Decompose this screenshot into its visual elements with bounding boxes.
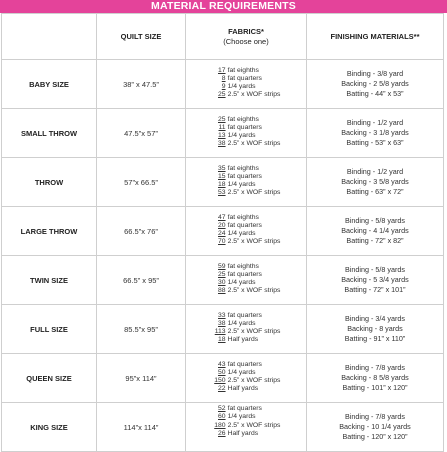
- finishing-materials-list: [307, 69, 443, 98]
- finishing-material-item: Backing - 8 5/8 yards: [341, 373, 409, 383]
- fabric-option: [212, 132, 281, 140]
- fabric-quantity: 38: [218, 140, 226, 148]
- fabric-option: [212, 430, 281, 438]
- fabric-option: [212, 361, 281, 369]
- fabrics-cell-content: [186, 263, 306, 298]
- finishing-materials-list: [307, 216, 443, 245]
- fabric-quantity: 52: [218, 405, 226, 412]
- finishing-material-item: Batting - 91” x 110”: [344, 333, 406, 343]
- fabric-options-list: [212, 165, 281, 198]
- quilt-size-name: FULL SIZE: [2, 305, 97, 354]
- fabric-quantity: 18: [218, 336, 226, 344]
- quilt-size-name: KING SIZE: [2, 403, 97, 452]
- fabric-description: 1/4 yards: [227, 319, 256, 327]
- fabric-description: fat quarters: [227, 172, 262, 180]
- fabric-quantity: 43: [218, 360, 226, 368]
- fabric-description: 2.5” x WOF strips: [227, 140, 281, 148]
- fabric-description: fat eighths: [227, 262, 259, 270]
- fabric-option: [212, 422, 281, 430]
- header-finishing-materials: FINISHING MATERIALS**: [307, 14, 444, 60]
- fabric-description: fat eighths: [227, 164, 259, 172]
- fabric-quantity: 22: [218, 385, 226, 393]
- fabric-description: 2.5” x WOF strips: [227, 287, 281, 295]
- fabric-quantity: 25: [218, 115, 226, 123]
- finishing-materials-list: [307, 314, 443, 343]
- finishing-material-item: Batting - 120” x 120”: [342, 431, 408, 441]
- table-row: [2, 158, 444, 207]
- fabrics-cell: [186, 109, 307, 158]
- fabric-description: 2.5” x WOF strips: [227, 238, 281, 246]
- fabric-quantity: 180: [214, 421, 226, 429]
- finishing-material-item: Binding - 3/8 yard: [346, 69, 404, 79]
- fabrics-cell-content: [186, 312, 306, 347]
- fabric-option: [212, 173, 281, 181]
- quilt-size-name: SMALL THROW: [2, 109, 97, 158]
- fabric-description: 2.5” x WOF strips: [227, 91, 281, 99]
- fabric-description: fat eighths: [227, 66, 259, 74]
- finishing-material-item: Batting - 53” x 63”: [346, 137, 404, 147]
- fabrics-cell-content: [186, 165, 306, 200]
- fabric-quantity: 113: [214, 328, 226, 336]
- fabrics-cell: [186, 158, 307, 207]
- fabric-option: [212, 140, 281, 148]
- fabric-description: 1/4 yards: [227, 230, 256, 238]
- fabric-description: 2.5” x WOF strips: [227, 328, 281, 336]
- finishing-material-item: Backing - 3 5/8 yards: [341, 177, 409, 187]
- fabric-description: fat quarters: [227, 74, 262, 82]
- fabric-option: [212, 83, 281, 91]
- finishing-materials-cell: [307, 60, 444, 109]
- finishing-materials-cell: [307, 256, 444, 305]
- header-cell-empty: [2, 14, 97, 60]
- fabric-quantity: 30: [218, 279, 226, 287]
- finishing-material-item: Backing - 2 5/8 yards: [341, 79, 409, 89]
- fabric-quantity: 35: [218, 164, 226, 172]
- fabrics-cell-content: [186, 214, 306, 249]
- fabric-description: 2.5” x WOF strips: [227, 421, 281, 429]
- finishing-material-item: Batting - 72” x 82”: [346, 235, 404, 245]
- quilt-size-name: BABY SIZE: [2, 60, 97, 109]
- fabric-option: [212, 405, 281, 413]
- fabric-description: fat quarters: [227, 270, 262, 278]
- table-row: [2, 256, 444, 305]
- fabric-quantity: 59: [218, 262, 226, 270]
- finishing-materials-list: [307, 363, 443, 392]
- fabric-options-list: [212, 116, 281, 149]
- quilt-dimensions: 95”x 114”: [97, 354, 186, 403]
- finishing-materials-list: [307, 118, 443, 147]
- fabrics-cell-content: [186, 405, 306, 449]
- fabric-option: [212, 413, 281, 421]
- finishing-material-item: Binding - 7/8 yards: [345, 363, 405, 373]
- fabric-option: [212, 385, 281, 393]
- fabric-option: [212, 67, 281, 75]
- fabrics-cell-content: [186, 361, 306, 396]
- fabric-quantity: 150: [214, 377, 226, 385]
- fabric-quantity: 24: [218, 230, 226, 238]
- fabric-quantity: 18: [218, 181, 226, 189]
- fabrics-cell: [186, 354, 307, 403]
- table-row: [2, 305, 444, 354]
- fabric-option: [212, 230, 281, 238]
- quilt-dimensions: 57”x 66.5”: [97, 158, 186, 207]
- header-fabrics-title: FABRICS*: [228, 26, 264, 36]
- fabric-options-list: [212, 361, 281, 394]
- fabric-quantity: 53: [218, 189, 226, 197]
- finishing-material-item: Batting - 72” x 101”: [344, 284, 406, 294]
- fabric-options-list: [212, 214, 281, 247]
- fabric-description: fat eighths: [227, 115, 259, 123]
- table-row: [2, 109, 444, 158]
- fabric-quantity: 25: [218, 270, 226, 278]
- fabric-option: [212, 287, 281, 295]
- fabric-option: [212, 189, 281, 197]
- fabric-quantity: 15: [218, 172, 226, 180]
- header-quilt-size: QUILT SIZE: [97, 14, 186, 60]
- fabric-quantity: 88: [218, 287, 226, 295]
- finishing-materials-list: [307, 167, 443, 196]
- finishing-material-item: Binding - 5/8 yards: [345, 265, 405, 275]
- table-header-row: [2, 14, 444, 60]
- fabric-description: fat quarters: [227, 311, 262, 319]
- finishing-material-item: Backing - 3 1/8 yards: [341, 128, 409, 138]
- fabric-description: fat eighths: [227, 213, 259, 221]
- fabric-option: [212, 279, 281, 287]
- table-row: [2, 207, 444, 256]
- quilt-size-name: TWIN SIZE: [2, 256, 97, 305]
- finishing-material-item: Binding - 5/8 yards: [345, 216, 405, 226]
- finishing-material-item: Binding - 1/2 yard: [346, 118, 404, 128]
- fabric-description: Half yards: [227, 429, 259, 437]
- quilt-dimensions: 114”x 114”: [97, 403, 186, 452]
- fabric-quantity: 9: [221, 83, 226, 91]
- header-fabrics: [186, 14, 307, 60]
- fabric-option: [212, 377, 281, 385]
- quilt-dimensions: 66.5” x 95”: [97, 256, 186, 305]
- fabric-option: [212, 91, 281, 99]
- finishing-material-item: Batting - 44” x 53”: [346, 88, 404, 98]
- fabric-quantity: 17: [218, 66, 226, 74]
- fabric-option: [212, 124, 281, 132]
- quilt-dimensions: 66.5”x 76”: [97, 207, 186, 256]
- fabric-quantity: 11: [218, 123, 226, 131]
- finishing-material-item: Batting - 101” x 120”: [342, 382, 408, 392]
- quilt-size-name: THROW: [2, 158, 97, 207]
- fabric-description: 1/4 yards: [227, 368, 256, 376]
- fabric-description: 1/4 yards: [227, 279, 256, 287]
- finishing-material-item: Backing - 8 yards: [347, 324, 403, 334]
- fabric-quantity: 13: [218, 132, 226, 140]
- fabric-description: 2.5” x WOF strips: [227, 377, 281, 385]
- quilt-dimensions: 47.5”x 57”: [97, 109, 186, 158]
- fabric-description: 1/4 yards: [227, 83, 256, 91]
- fabric-quantity: 8: [221, 74, 226, 82]
- table-row: [2, 403, 444, 452]
- finishing-materials-cell: [307, 305, 444, 354]
- fabric-quantity: 50: [218, 368, 226, 376]
- fabric-quantity: 47: [218, 213, 226, 221]
- fabric-description: 2.5” x WOF strips: [227, 189, 281, 197]
- fabrics-cell: [186, 403, 307, 452]
- fabric-option: [212, 116, 281, 124]
- fabric-option: [212, 214, 281, 222]
- finishing-material-item: Batting - 63” x 72”: [346, 186, 404, 196]
- finishing-material-item: Backing - 4 1/4 yards: [341, 226, 409, 236]
- fabric-description: fat quarters: [227, 360, 262, 368]
- fabric-option: [212, 328, 281, 336]
- finishing-materials-list: [307, 265, 443, 294]
- section-banner: MATERIAL REQUIREMENTS: [0, 0, 447, 13]
- fabric-option: [212, 312, 281, 320]
- fabric-description: fat quarters: [227, 123, 262, 131]
- material-requirements-table: [1, 13, 444, 452]
- fabric-quantity: 38: [218, 319, 226, 327]
- fabric-quantity: 25: [218, 91, 226, 99]
- fabric-quantity: 20: [218, 221, 226, 229]
- fabrics-cell: [186, 256, 307, 305]
- fabric-quantity: 60: [218, 413, 226, 421]
- table-row: [2, 354, 444, 403]
- finishing-materials-cell: [307, 354, 444, 403]
- fabric-description: Half yards: [227, 336, 259, 344]
- finishing-materials-cell: [307, 158, 444, 207]
- fabric-description: Half yards: [227, 385, 259, 393]
- finishing-materials-cell: [307, 207, 444, 256]
- finishing-materials-cell: [307, 403, 444, 452]
- fabric-description: 1/4 yards: [227, 181, 256, 189]
- fabric-description: 1/4 yards: [227, 413, 256, 421]
- finishing-materials-cell: [307, 109, 444, 158]
- fabric-option: [212, 165, 281, 173]
- fabric-option: [212, 320, 281, 328]
- finishing-material-item: Binding - 7/8 yards: [345, 412, 405, 422]
- fabric-options-list: [212, 405, 281, 438]
- fabric-description: 1/4 yards: [227, 132, 256, 140]
- fabrics-cell: [186, 60, 307, 109]
- fabric-option: [212, 369, 281, 377]
- table-body: [2, 60, 444, 452]
- finishing-materials-list: [307, 412, 443, 441]
- fabrics-cell-content: [186, 67, 306, 102]
- fabric-options-list: [212, 312, 281, 345]
- finishing-material-item: Binding - 1/2 yard: [346, 167, 404, 177]
- fabric-description: fat quarters: [227, 405, 262, 412]
- fabric-options-list: [212, 263, 281, 296]
- fabric-option: [212, 271, 281, 279]
- header-fabrics-subtitle: (Choose one): [223, 36, 269, 46]
- fabric-quantity: 70: [218, 238, 226, 246]
- fabrics-cell: [186, 305, 307, 354]
- fabric-quantity: 33: [218, 311, 226, 319]
- quilt-dimensions: 85.5”x 95”: [97, 305, 186, 354]
- fabrics-cell: [186, 207, 307, 256]
- fabric-description: fat quarters: [227, 221, 262, 229]
- fabric-options-list: [212, 67, 281, 100]
- finishing-material-item: Backing - 5 3/4 yards: [341, 275, 409, 285]
- fabrics-cell-content: [186, 116, 306, 151]
- quilt-size-name: LARGE THROW: [2, 207, 97, 256]
- fabric-quantity: 26: [218, 429, 226, 437]
- fabric-option: [212, 75, 281, 83]
- finishing-material-item: Backing - 10 1/4 yards: [339, 422, 411, 432]
- fabric-option: [212, 238, 281, 246]
- quilt-dimensions: 38” x 47.5”: [97, 60, 186, 109]
- quilt-size-name: QUEEN SIZE: [2, 354, 97, 403]
- finishing-material-item: Binding - 3/4 yards: [345, 314, 405, 324]
- fabric-option: [212, 263, 281, 271]
- fabric-option: [212, 222, 281, 230]
- fabric-option: [212, 336, 281, 344]
- table-row: [2, 60, 444, 109]
- fabric-option: [212, 181, 281, 189]
